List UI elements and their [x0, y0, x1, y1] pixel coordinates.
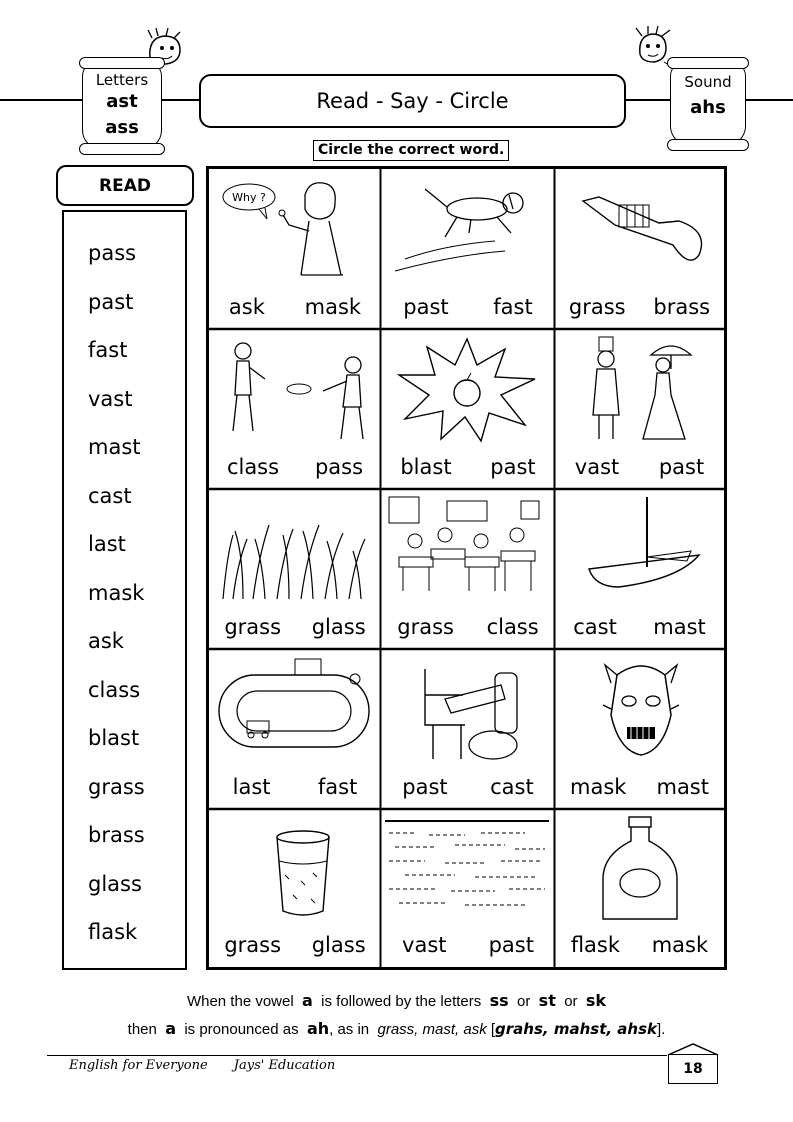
grid-cell	[381, 649, 555, 809]
note-line-1: When the vowel a is followed by the letters ss or st or sk	[186, 991, 607, 1010]
word-option[interactable]: grass	[397, 615, 454, 639]
page-number: 18	[668, 1054, 718, 1084]
boys-passing-frisbee-icon	[213, 335, 377, 443]
grid-cell	[209, 809, 381, 967]
grid-cell	[555, 169, 724, 329]
letters-ass: ass	[105, 117, 139, 138]
read-heading: READ	[56, 165, 194, 206]
word-options	[555, 615, 724, 639]
footer-rule	[47, 1055, 667, 1056]
word-option[interactable]: past	[403, 295, 449, 319]
sound-scroll	[670, 62, 746, 146]
word-list-item: fast	[88, 338, 128, 362]
footer-publisher: Jays' Education	[233, 1058, 336, 1073]
word-option[interactable]: vast	[402, 933, 447, 957]
grid-cell	[209, 169, 381, 329]
word-list-item: class	[88, 678, 141, 702]
grid-cell	[555, 329, 724, 489]
race-track-icon	[213, 655, 377, 763]
word-options	[209, 775, 381, 799]
word-list-item: flask	[88, 920, 138, 944]
page-title: Read - Say - Circle	[199, 74, 626, 128]
grid-cell	[555, 489, 724, 649]
word-option[interactable]: fast	[493, 295, 533, 319]
leg-in-cast-icon	[385, 655, 549, 763]
word-options	[209, 615, 381, 639]
word-option[interactable]: pass	[314, 455, 364, 479]
word-options	[381, 615, 555, 639]
word-list-item: blast	[88, 726, 140, 750]
word-option[interactable]: mask	[570, 775, 627, 799]
word-option[interactable]: last	[232, 775, 271, 799]
explosion-icon	[385, 335, 549, 443]
grid-cell	[209, 489, 381, 649]
word-option[interactable]: mast	[656, 775, 709, 799]
glass-of-water-icon	[213, 815, 377, 923]
word-list-item: brass	[88, 823, 145, 847]
grid-cell	[381, 329, 555, 489]
word-option[interactable]: glass	[311, 933, 366, 957]
mask-icon	[559, 655, 723, 763]
word-options	[555, 455, 724, 479]
word-option[interactable]: grass	[224, 933, 282, 957]
word-option[interactable]: mask	[651, 933, 709, 957]
grid-cell	[209, 329, 381, 489]
word-options	[381, 295, 555, 319]
word-option[interactable]: blast	[400, 455, 452, 479]
word-option[interactable]: class	[226, 455, 280, 479]
sailboat-mast-icon	[559, 495, 723, 603]
letters-scroll	[82, 62, 162, 150]
flask-bottle-icon	[559, 815, 723, 923]
footer-credit	[69, 1058, 357, 1073]
classroom-icon	[385, 495, 549, 603]
sound-value: ahs	[690, 97, 726, 118]
word-option[interactable]: vast	[574, 455, 620, 479]
instruction: Circle the correct word.	[313, 140, 509, 161]
grid-cell	[381, 809, 555, 967]
word-option[interactable]: past	[490, 455, 536, 479]
boy-asking-icon	[213, 175, 377, 283]
speech-bubble-text: Why ?	[232, 191, 266, 204]
dog-running-icon	[385, 175, 549, 283]
word-option[interactable]: ask	[228, 295, 265, 319]
word-options	[381, 455, 555, 479]
word-option[interactable]: past	[658, 455, 705, 479]
grid-cell	[555, 649, 724, 809]
note-vowel: a	[302, 991, 313, 1010]
word-option[interactable]: brass	[653, 295, 711, 319]
grid-cell	[209, 649, 381, 809]
word-list-item: glass	[88, 872, 142, 896]
word-list-item: last	[88, 532, 126, 556]
footer-book: English for Everyone	[69, 1058, 208, 1073]
letters-ast: ast	[106, 91, 138, 112]
old-fashioned-couple-icon	[559, 335, 723, 443]
header-rule-right	[746, 99, 793, 101]
word-option[interactable]: glass	[311, 615, 366, 639]
grass-icon	[213, 495, 377, 603]
sound-label: Sound	[684, 73, 732, 91]
word-options	[381, 775, 555, 799]
grid-cell	[381, 169, 555, 329]
word-options	[209, 933, 381, 957]
word-options	[555, 295, 724, 319]
word-list-item: mast	[88, 435, 141, 459]
word-option[interactable]: cast	[490, 775, 534, 799]
word-options	[381, 933, 555, 957]
note-line-2: then a is pronounced as ah, as in grass, mast, ask [grahs, mahst, ahsk].	[127, 1019, 666, 1038]
word-list-item: past	[88, 290, 134, 314]
word-list-item: vast	[88, 387, 133, 411]
word-option[interactable]: grass	[568, 295, 626, 319]
word-list-item: ask	[88, 629, 124, 653]
word-option[interactable]: fast	[317, 775, 358, 799]
header-rule-mid-right	[622, 99, 670, 101]
word-option[interactable]: grass	[224, 615, 282, 639]
word-option[interactable]: past	[402, 775, 448, 799]
word-options	[555, 933, 724, 957]
word-list-item: grass	[88, 775, 145, 799]
header-rule-mid-left	[162, 99, 200, 101]
word-option[interactable]: cast	[573, 615, 617, 639]
grid-cell	[555, 809, 724, 967]
word-options	[209, 455, 381, 479]
letters-label: Letters	[95, 71, 149, 89]
header-rule-left	[0, 99, 82, 101]
vast-sea-icon	[385, 815, 549, 923]
grid-cell	[381, 489, 555, 649]
word-options	[209, 295, 381, 319]
word-list	[62, 210, 187, 970]
word-list-item: pass	[88, 241, 137, 265]
trumpet-icon	[559, 175, 723, 283]
word-option[interactable]: flask	[570, 933, 621, 957]
word-option[interactable]: past	[488, 933, 534, 957]
word-option[interactable]: mast	[653, 615, 706, 639]
word-options	[555, 775, 724, 799]
word-option[interactable]: class	[486, 615, 539, 639]
picture-grid	[206, 166, 727, 970]
word-list-item: mask	[88, 581, 145, 605]
word-option[interactable]: mask	[304, 295, 362, 319]
word-list-item: cast	[88, 484, 132, 508]
